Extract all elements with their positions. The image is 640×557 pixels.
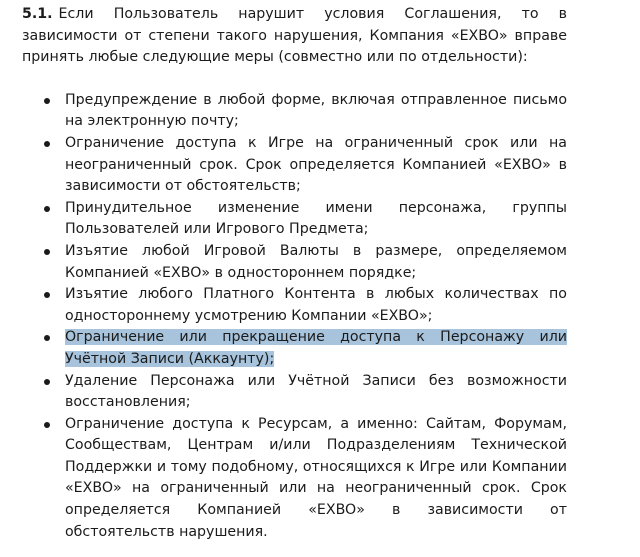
- section-intro-paragraph: [22, 4, 567, 69]
- measures-list: [22, 90, 567, 543]
- bullet-icon: [44, 379, 50, 385]
- list-item: [22, 414, 567, 544]
- bullet-icon: [44, 206, 50, 212]
- bullet-icon: [44, 249, 50, 255]
- list-item: [22, 90, 567, 133]
- measure-text: Предупреждение в любой форме, включая отправленное письмо на электронную почту;: [65, 91, 567, 130]
- bullet-icon: [44, 335, 50, 341]
- bullet-icon: [44, 98, 50, 104]
- list-item: [22, 133, 567, 198]
- list-item: [22, 371, 567, 414]
- measure-text: Изъятие любого Платного Контента в любых количествах по одностороннему усмотрению Компании «EXBO»;: [65, 286, 567, 324]
- measure-text: Ограничение доступа к Ресурсам, а именно: Сайтам, Форумам, Сообществам, Центрам и/или Подразделениям Технической Поддержки и тому подобному, относящихся к Игре или Компании «EXBO» на ограниченный или на неограниченный срок. Срок определяется Компанией «EXBO» в зависимости от обстоятельств нарушения.: [65, 415, 567, 540]
- agreement-section: [22, 4, 567, 543]
- measure-text: Принудительное изменение имени персонажа, группы Пользователей или Игрового Предмета;: [65, 199, 567, 238]
- bullet-icon: [44, 141, 50, 147]
- list-item: [22, 284, 567, 327]
- list-item: [22, 198, 567, 241]
- measure-text: Удаление Персонажа или Учётной Записи без возможности восстановления;: [65, 372, 567, 411]
- section-number: 5.1.: [22, 6, 53, 22]
- list-item: [22, 327, 567, 370]
- section-intro-text: Если Пользователь нарушит условия Соглашения, то в зависимости от степени такого нарушения, Компания «EXBO» вправе принять любые следующие меры (совместно или по отдельности):: [22, 6, 567, 66]
- highlighted-measure-text[interactable]: Ограничение или прекращение доступа к Персонажу или Учётной Записи (Аккаунту);: [65, 329, 567, 367]
- list-item: [22, 241, 567, 284]
- measure-text: Изъятие любой Игровой Валюты в размере, определяемом Компанией «EXBO» в одностороннем порядке;: [65, 242, 567, 281]
- bullet-icon: [44, 422, 50, 428]
- measure-text: Ограничение доступа к Игре на ограниченный срок или на неограниченный срок. Срок определяется Компанией «EXBO» в зависимости от обстоятельств;: [65, 134, 567, 195]
- bullet-icon: [44, 292, 50, 298]
